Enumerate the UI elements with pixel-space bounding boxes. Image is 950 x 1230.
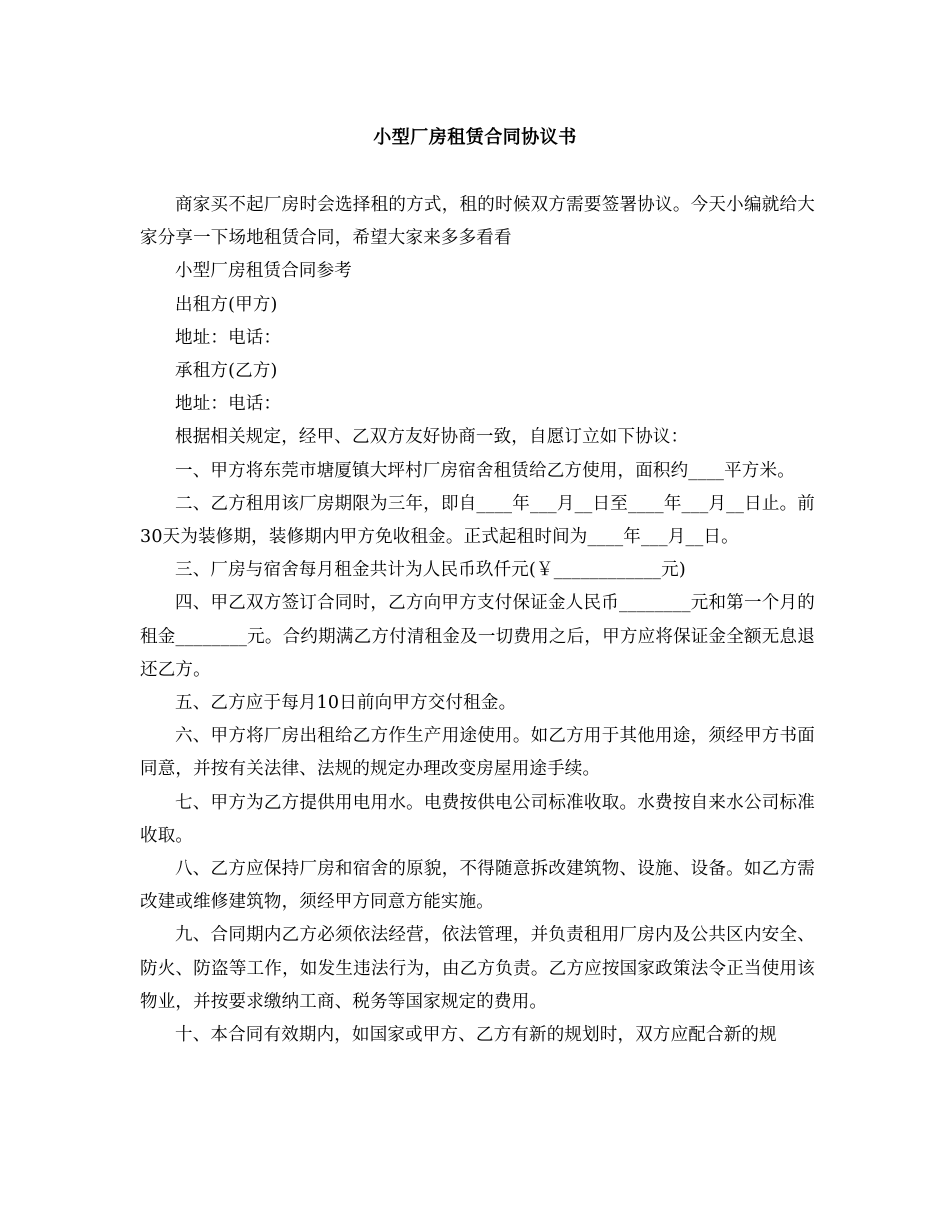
- clause-4: 四、甲乙双方签订合同时，乙方向甲方支付保证金人民币________元和第一个月的租金________元。合约期满乙方付清租金及一切费用之后，甲方应将保证金全额无息退还乙方。: [140, 593, 815, 680]
- clause-6: 六、甲方将厂房出租给乙方作生产用途使用。如乙方用于其他用途，须经甲方书面同意，并按有关法律、法规的规定办理改变房屋用途手续。: [140, 726, 815, 780]
- paragraph-lessor-address: 地址：电话：: [175, 327, 282, 348]
- document-title: 小型厂房租赁合同协议书: [373, 127, 577, 148]
- clause-3: 三、厂房与宿舍每月租金共计为人民币玖仟元(￥____________元): [175, 560, 686, 581]
- paragraph-preamble: 根据相关规定，经甲、乙双方友好协商一致，自愿订立如下协议：: [175, 427, 689, 448]
- paragraph-lessee-address: 地址：电话：: [175, 394, 282, 415]
- clause-7: 七、甲方为乙方提供用电用水。电费按供电公司标准收取。水费按自来水公司标准收取。: [140, 792, 815, 846]
- clause-8: 八、乙方应保持厂房和宿舍的原貌，不得随意拆改建筑物、设施、设备。如乙方需改建或维修建筑物，须经甲方同意方能实施。: [140, 859, 815, 913]
- clause-9: 九、合同期内乙方必须依法经营，依法管理，并负责租用厂房内及公共区内安全、防火、防盗等工作，如发生违法行为，由乙方负责。乙方应按国家政策法令正当使用该物业，并按要求缴纳工商、税务等国家规定的费用。: [140, 925, 815, 1012]
- paragraph-intro: 商家买不起厂房时会选择租的方式，租的时候双方需要签署协议。今天小编就给大家分享一下场地租赁合同，希望大家来多多看看: [140, 195, 815, 249]
- paragraph-lessor: 出租方(甲方): [175, 294, 278, 315]
- paragraph-contract-reference: 小型厂房租赁合同参考: [175, 261, 352, 282]
- clause-10: 十、本合同有效期内，如国家或甲方、乙方有新的规划时，双方应配合新的规: [175, 1025, 777, 1046]
- clause-2: 二、乙方租用该厂房期限为三年，即自____年___月__日至____年___月__日止。前30天为装修期，装修期内甲方免收租金。正式起租时间为____年___月__日。: [140, 493, 815, 548]
- clause-1: 一、甲方将东莞市塘厦镇大坪村厂房宿舍租赁给乙方使用，面积约____平方米。: [175, 460, 795, 481]
- document-body: [140, 189, 815, 1052]
- clause-5: 五、乙方应于每月10日前向甲方交付租金。: [175, 693, 517, 714]
- paragraph-lessee: 承租方(乙方): [175, 361, 278, 382]
